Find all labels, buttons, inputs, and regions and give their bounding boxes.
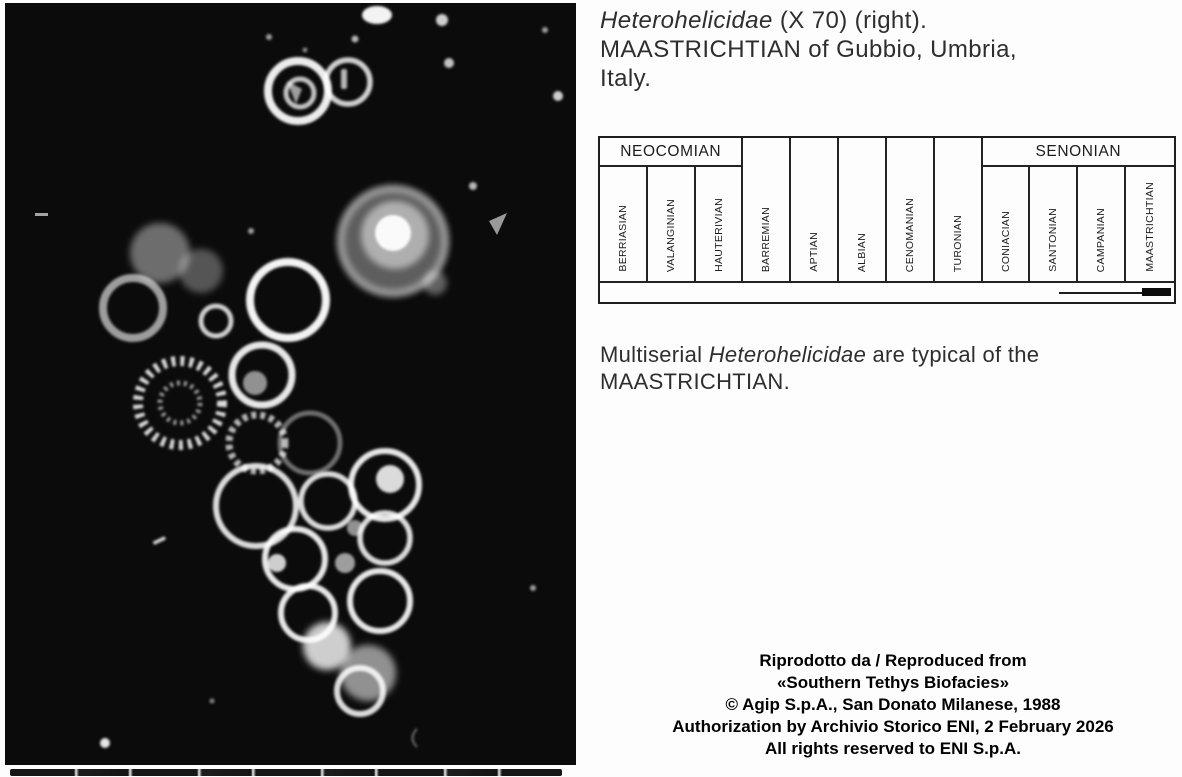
- description-text: [600, 341, 1166, 395]
- attribution-block: [610, 650, 1176, 760]
- description-line-2: MAASTRICHTIAN.: [600, 369, 790, 394]
- edge-scratch-mark: [35, 213, 48, 216]
- genus-name: Heterohelicidae: [600, 7, 773, 34]
- stage-label: HAUTERIVIAN: [712, 198, 725, 272]
- stage-cell-hauterivian: [696, 167, 744, 281]
- micrograph-photo: [5, 3, 576, 765]
- stage-label: APTIAN: [808, 232, 821, 272]
- range-line-thin: [1059, 292, 1144, 294]
- stage-cell-aptian: [791, 138, 839, 281]
- attribution-line: All rights reserved to ENI S.p.A.: [764, 739, 1021, 758]
- stage-label: ALBIAN: [856, 232, 869, 272]
- torn-edge-strip: [10, 769, 562, 776]
- description-suffix: are typical of the: [866, 342, 1040, 367]
- stage-cell-berriasian: [600, 167, 648, 281]
- stage-cell-campanian: [1078, 167, 1126, 281]
- attribution-line: «Southern Tethys Biofacies»: [776, 673, 1010, 692]
- description-line-1: [600, 341, 1166, 368]
- stage-label: BERRIASIAN: [616, 205, 629, 272]
- attribution-line: © Agip S.p.A., San Donato Milanese, 1988: [725, 695, 1061, 714]
- epoch-header-senonian: SENONIAN: [983, 138, 1174, 167]
- caption-line-3: Italy.: [600, 65, 652, 92]
- stage-cell-santonian: [1030, 167, 1078, 281]
- micrograph-svg: [5, 3, 576, 765]
- stratigraphic-range-chart: [598, 136, 1176, 304]
- stage-label: SANTONIAN: [1047, 208, 1060, 272]
- stage-label: MAASTRICHTIAN: [1144, 182, 1157, 272]
- stage-label: TURONIAN: [951, 214, 964, 272]
- caption-line-2: MAASTRICHTIAN of Gubbio, Umbria,: [600, 36, 1017, 63]
- stage-cell-cenomanian: [887, 138, 935, 281]
- caption-magnification: (X 70) (right).: [772, 7, 928, 34]
- figure-caption: [600, 6, 1178, 93]
- range-bar-thick: [1142, 288, 1171, 296]
- attribution-line: Authorization by Archivio Storico ENI, 2 February 2026: [672, 717, 1114, 736]
- stage-label: VALANGINIAN: [664, 198, 677, 272]
- stage-label: BARREMIAN: [760, 206, 773, 272]
- attribution-line: Riprodotto da / Reproduced from: [759, 651, 1027, 670]
- stage-cell-valanginian: [648, 167, 696, 281]
- stage-cell-maastrichtian: [1126, 167, 1174, 281]
- stage-cell-turonian: [935, 138, 983, 281]
- genus-name: Heterohelicidae: [708, 342, 867, 367]
- stage-cell-barremian: [743, 138, 791, 281]
- stage-cell-coniacian: [983, 167, 1031, 281]
- stage-label: CAMPANIAN: [1095, 207, 1108, 272]
- caption-line-1: [600, 6, 1178, 35]
- epoch-header-neocomian: NEOCOMIAN: [600, 138, 743, 167]
- stage-cell-albian: [839, 138, 887, 281]
- range-band: [600, 281, 1174, 302]
- stage-label: CONIACIAN: [999, 210, 1012, 272]
- description-prefix: Multiserial: [600, 342, 709, 367]
- stage-label: CENOMANIAN: [903, 197, 916, 272]
